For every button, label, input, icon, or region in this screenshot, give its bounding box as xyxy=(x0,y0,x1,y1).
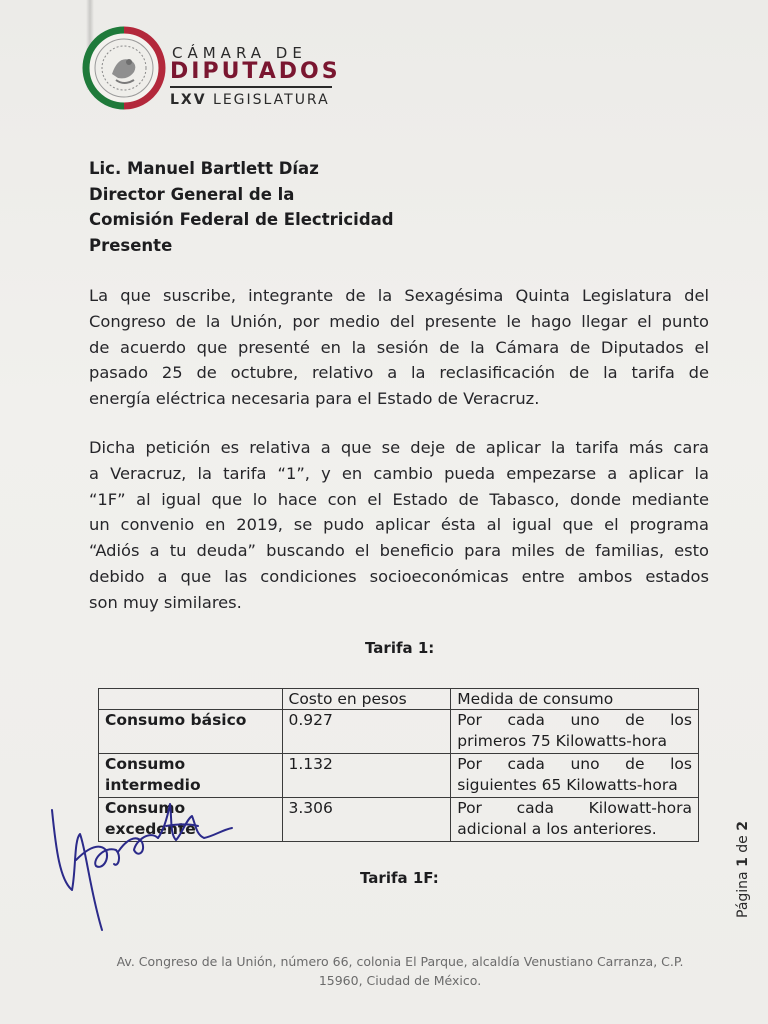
measure-line: Por cada Kilowatt-hora xyxy=(457,799,692,817)
page-total: 2 xyxy=(735,821,751,831)
table-header-row xyxy=(99,689,699,710)
body-paragraph-1 xyxy=(89,283,709,412)
row-measure xyxy=(451,798,699,842)
brand-divider xyxy=(170,86,332,88)
row-label: Consumo básico xyxy=(99,710,283,754)
body-paragraph-2 xyxy=(89,435,709,616)
row-cost: 0.927 xyxy=(282,710,451,754)
page-prefix: Página xyxy=(735,871,751,918)
measure-line: primeros 75 Kilowatts-hora xyxy=(457,732,668,750)
addressee-presente: Presente xyxy=(89,235,173,255)
paragraph-line: energía eléctrica necesaria para el Estado de Veracruz. xyxy=(89,389,540,409)
header-medida: Medida de consumo xyxy=(451,689,699,710)
paragraph-line: un convenio en 2019, se pudo aplicar ésta al igual que el programa xyxy=(89,515,709,535)
paragraph-line: debido a que las condiciones socioeconómicas entre ambos estados xyxy=(89,566,709,586)
addressee-block xyxy=(89,156,394,258)
brand-camara-de: CÁMARA DE xyxy=(172,44,307,62)
header-costo: Costo en pesos xyxy=(282,689,451,710)
measure-line: siguientes 65 Kilowatts-hora xyxy=(457,776,678,794)
addressee-title: Director General de la xyxy=(89,184,295,204)
paragraph-line: pasado 25 de octubre, relativo a la reclasificación de la tarifa de xyxy=(89,363,709,383)
brand-legislatura xyxy=(170,92,330,108)
addressee-name: Lic. Manuel Bartlett Díaz xyxy=(89,159,319,178)
measure-line: Por cada uno de los xyxy=(457,755,692,773)
row-measure xyxy=(451,710,699,754)
paragraph-line: La que suscribe, integrante de la Sexagésima Quinta Legislatura del xyxy=(89,286,709,305)
paragraph-line: “1F” al igual que lo hace con el Estado de Tabasco, donde mediante xyxy=(89,489,709,509)
row-measure xyxy=(451,754,699,798)
footer-address xyxy=(110,952,690,990)
row-label: Consumo excedente xyxy=(99,798,283,842)
footer-line-1: Av. Congreso de la Unión, número 66, colonia El Parque, alcaldía Venustiano Carranza, C.P. xyxy=(116,954,684,969)
brand-diputados: DIPUTADOS xyxy=(170,59,341,84)
row-cost: 1.132 xyxy=(282,754,451,798)
row-cost: 3.306 xyxy=(282,798,451,842)
header-empty xyxy=(99,689,283,710)
congress-seal-icon xyxy=(82,26,166,110)
table-row xyxy=(99,710,699,754)
brand-legislatura-word: LEGISLATURA xyxy=(213,92,330,108)
page-middle: de xyxy=(735,835,751,853)
paragraph-line: a Veracruz, la tarifa “1”, y en cambio pueda empezarse a aplicar la xyxy=(89,463,709,483)
footer-line-2: 15960, Ciudad de México. xyxy=(318,973,482,988)
paragraph-line: Dicha petición es relativa a que se deje de aplicar la tarifa más cara xyxy=(89,438,709,457)
row-label: Consumo intermedio xyxy=(99,754,283,798)
page-number xyxy=(735,821,751,918)
page-current: 1 xyxy=(735,857,751,867)
measure-line: adicional a los anteriores. xyxy=(457,820,657,838)
paragraph-line: “Adiós a tu deuda” buscando el beneficio para miles de familias, esto xyxy=(89,541,709,561)
tarifa-1f-title: Tarifa 1F: xyxy=(360,869,439,887)
addressee-institution: Comisión Federal de Electricidad xyxy=(89,210,394,230)
paragraph-line: de acuerdo que presenté en la sesión de la Cámara de Diputados el xyxy=(89,337,709,357)
paragraph-line: son muy similares. xyxy=(89,592,242,612)
tarifa-1-title: Tarifa 1: xyxy=(365,639,435,657)
brand-lxv: LXV xyxy=(170,92,207,108)
letterhead-logo xyxy=(82,26,341,118)
handwritten-signature xyxy=(46,790,246,940)
measure-line: Por cada uno de los xyxy=(457,711,692,729)
paragraph-line: Congreso de la Unión, por medio del presente le hago llegar el punto xyxy=(89,311,709,331)
